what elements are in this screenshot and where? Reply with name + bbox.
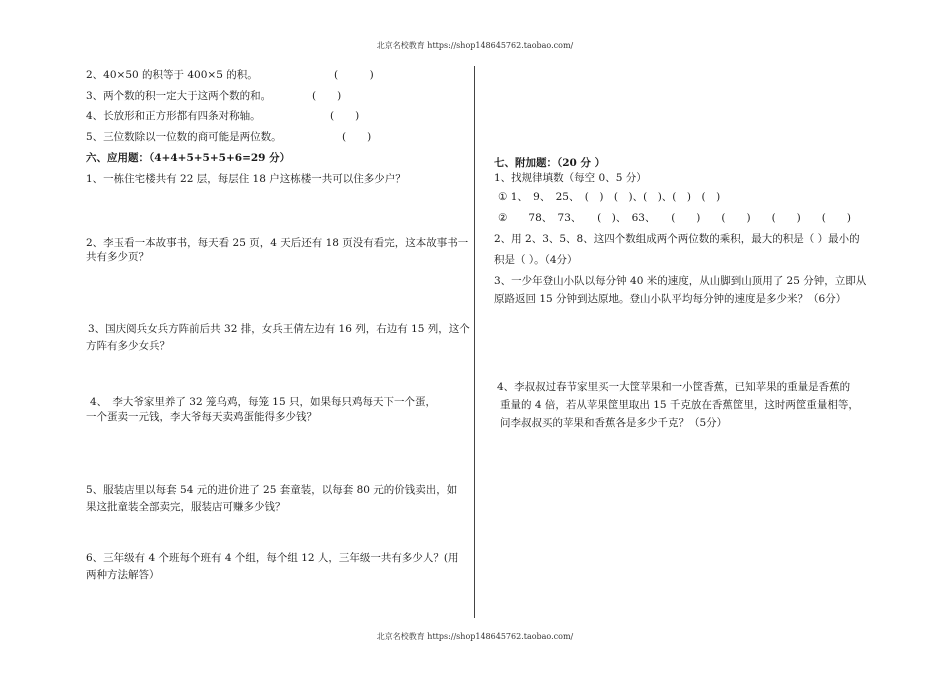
app-question-5-line-2: 果这批童装全部卖完，服装店可赚多少钱？ xyxy=(86,501,286,513)
app-question-3-line-1: 3、国庆阅兵女兵方阵前后共 32 排，女兵王倩左边有 16 列，右边有 15 列，这个 xyxy=(88,323,470,335)
judge-item-2: 2、40×50 的积等于 400×5 的积。 xyxy=(86,69,258,81)
page-footer: 北京名校教育 https://shop148645762.taobao.com/ xyxy=(376,632,574,641)
pattern-sequence-2: ② 78、 73、 ( )、 63、 ( ) ( ) ( ) ( ) xyxy=(498,212,851,224)
app-question-1: 1、一栋住宅楼共有 22 层，每层住 18 户这栋楼一共可以住多少户？ xyxy=(86,173,406,185)
bonus-question-4-line-1: 4、李叔叔过春节家里买一大筐苹果和一小筐香蕉，已知苹果的重量是香蕉的 xyxy=(497,381,851,393)
judge-item-4: 4、长放形和正方形都有四条对称轴。 xyxy=(86,110,261,122)
judge-item-3: 3、两个数的积一定大于这两个数的和。 xyxy=(86,90,272,102)
app-question-3-line-2: 方阵有多少女兵？ xyxy=(86,340,170,352)
judge-item-5: 5、三位数除以一位数的商可能是两位数。 xyxy=(86,131,282,143)
section-title-bonus: 七、附加题：（20 分 ） xyxy=(494,157,606,169)
app-question-2-line-2: 共有多少页？ xyxy=(86,251,149,263)
bonus-question-1: 1、找规律填数（每空 0、5 分） xyxy=(494,172,647,184)
bonus-question-4-line-2: 重量的 4 倍，若从苹果筐里取出 15 千克放在香蕉筐里，这时两筐重量相等， xyxy=(500,399,859,411)
bonus-question-3-line-2: 原路返回 15 分钟到达原地。登山小队平均每分钟的速度是多少米？（6分） xyxy=(494,293,847,305)
app-question-4-line-2: 一个蛋卖一元钱，李大爷每天卖鸡蛋能得多少钱？ xyxy=(86,411,317,423)
section-title-application: 六、应用题：（4+4+5+5+5+6=29 分） xyxy=(86,152,291,164)
judge-answer-paren-3[interactable]: ( ) xyxy=(312,90,342,102)
pattern-sequence-1: ① 1、 9、 25、 ( ) ( )、( )、( ) ( ) xyxy=(498,191,721,203)
judge-answer-paren-2[interactable]: ( ) xyxy=(334,69,374,81)
judge-answer-paren-4[interactable]: ( ) xyxy=(330,110,360,122)
bonus-question-3-line-1: 3、一少年登山小队以每分钟 40 米的速度，从山脚到山顶用了 25 分钟，立即从 xyxy=(494,275,867,287)
judge-answer-paren-5[interactable]: ( ) xyxy=(342,131,372,143)
app-question-5-line-1: 5、服装店里以每套 54 元的进价进了 25 套童装，以每套 80 元的价钱卖出，如 xyxy=(86,484,458,496)
app-question-6-line-1: 6、三年级有 4 个班每个班有 4 个组，每个组 12 人，三年级一共有多少人？(用 xyxy=(86,552,459,564)
column-divider xyxy=(474,66,475,618)
app-question-2-line-1: 2、李玉看一本故事书，每天看 25 页，4 天后还有 18 页没有看完，这本故事书一 xyxy=(86,237,469,249)
bonus-question-2-line-2: 积是（ ）。（4分） xyxy=(494,254,578,266)
app-question-6-line-2: 两种方法解答） xyxy=(86,569,160,581)
page-header: 北京名校教育 https://shop148645762.taobao.com/ xyxy=(376,41,574,50)
bonus-question-4-line-3: 问李叔叔买的苹果和香蕉各是多少千克？（5分） xyxy=(500,417,728,429)
app-question-4-line-1: 4、 李大爷家里养了 32 笼乌鸡，每笼 15 只，如果每只鸡每天下一个蛋， xyxy=(90,396,437,408)
bonus-question-2-line-1: 2、用 2、3、5、8、这四个数组成两个两位数的乘积，最大的积是（ ）最小的 xyxy=(494,233,860,245)
